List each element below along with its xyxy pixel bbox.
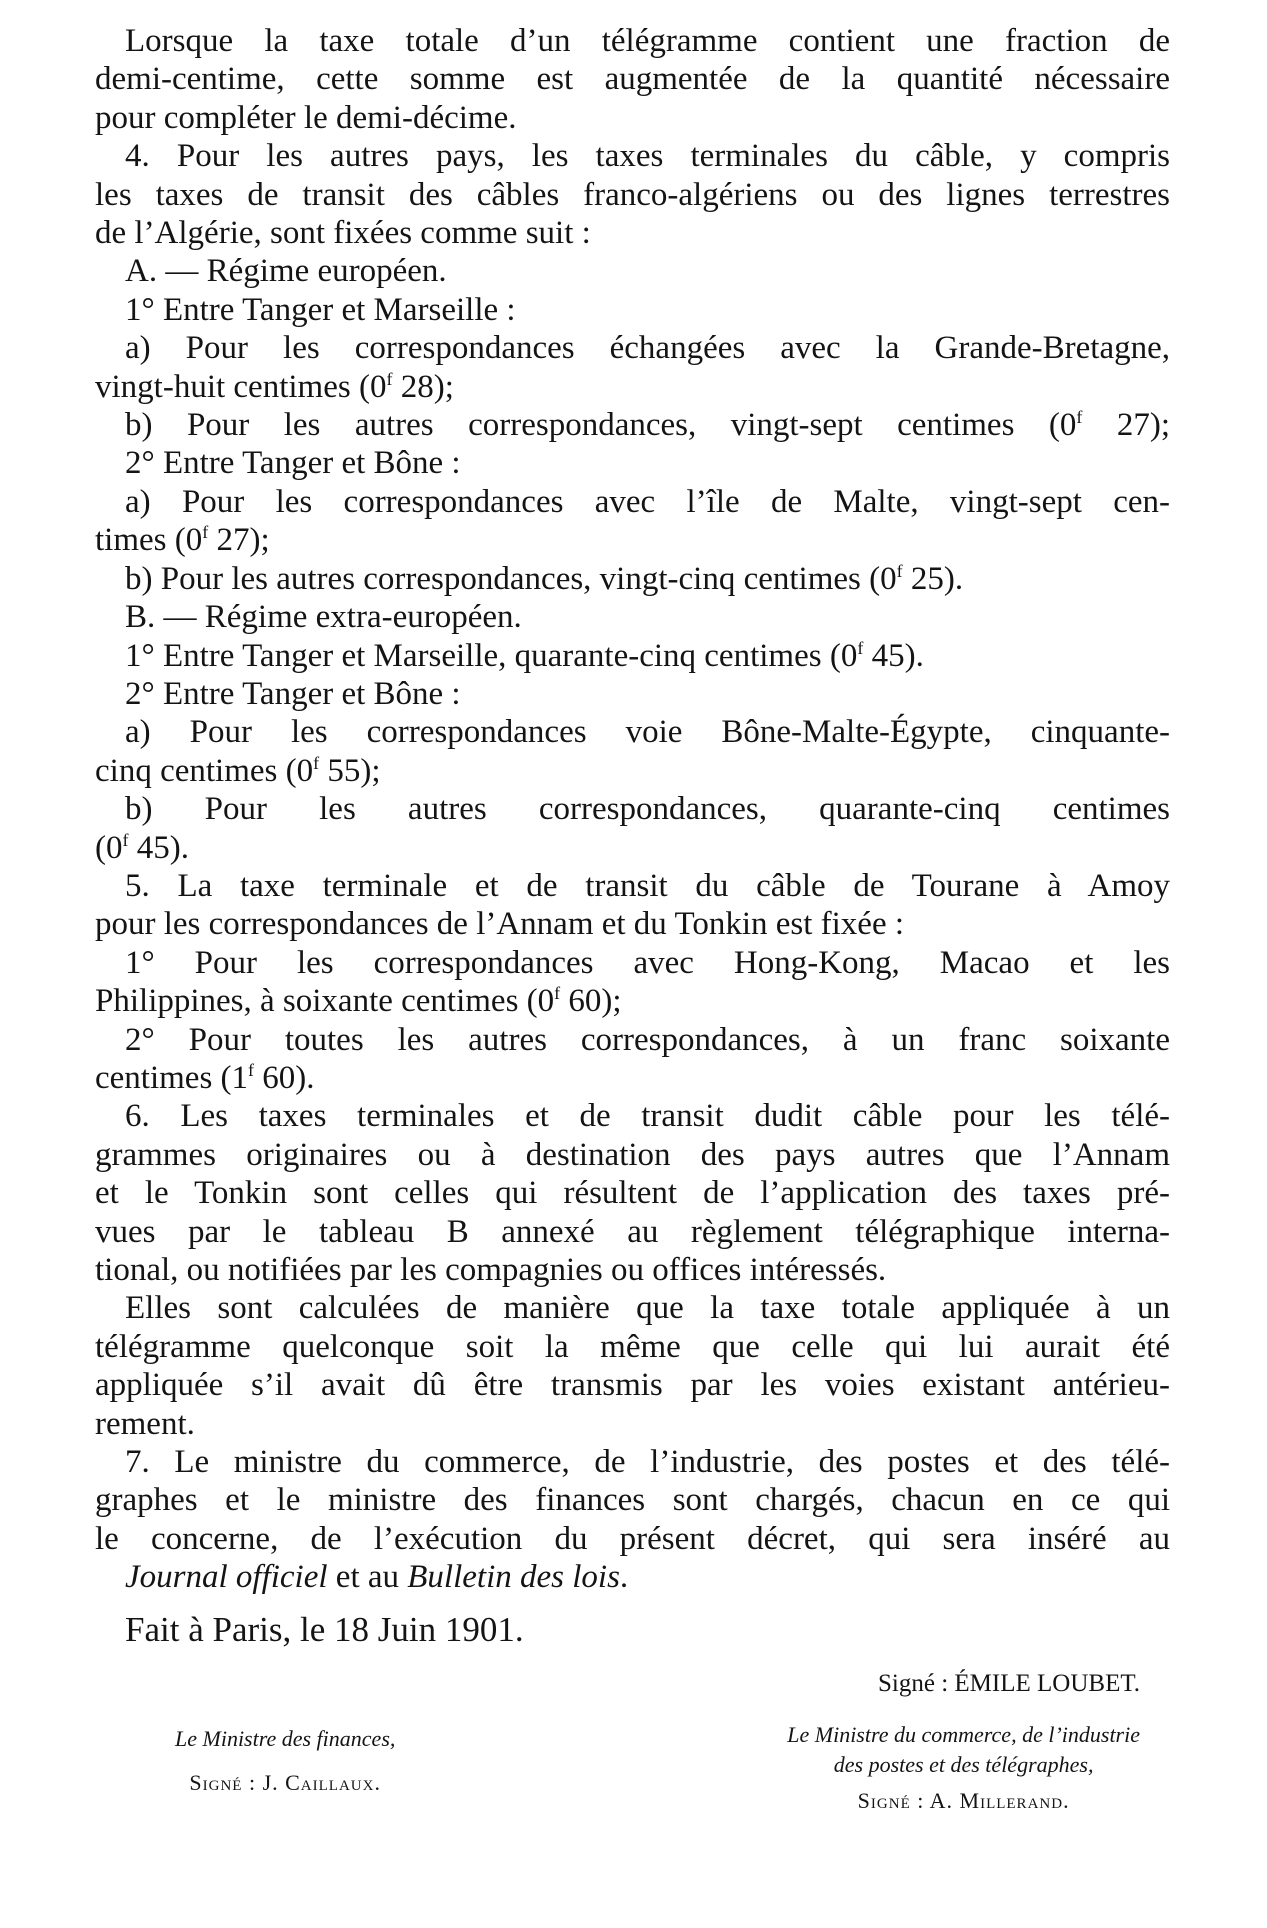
journal-conjunction: et au bbox=[327, 1559, 408, 1596]
text-line: times (0$^f$ 27); bbox=[95, 522, 270, 559]
journal-officiel-ref: Journal officiel bbox=[125, 1559, 328, 1596]
text-line: demi-centime, cette somme est augmentée de la quantité nécessaire bbox=[95, 61, 1170, 98]
commerce-minister-signature bbox=[787, 1720, 1140, 1816]
commerce-minister-title-1: Le Ministre du commerce, de l’industrie bbox=[787, 1722, 1140, 1747]
text-line: télégramme quelconque soit la même que celle qui lui aurait été bbox=[95, 1328, 1170, 1365]
text-line: 2° Entre Tanger et Bône : bbox=[125, 675, 461, 712]
text-line: centimes (1$^f$ 60). bbox=[95, 1059, 315, 1096]
text-line: de l’Algérie, sont fixées comme suit : bbox=[95, 215, 591, 252]
text-line: b) Pour les autres correspondances, quarante-cinq centimes bbox=[125, 791, 1170, 828]
text-line: 4. Pour les autres pays, les taxes terminales du câble, y compris bbox=[125, 138, 1170, 175]
text-line: 2° Entre Tanger et Bône : bbox=[125, 445, 461, 482]
decree-text bbox=[95, 22, 1170, 1558]
finance-minister-title: Le Ministre des finances, bbox=[175, 1726, 396, 1751]
text-line: rement. bbox=[95, 1405, 195, 1442]
fait-a-paris: Fait à Paris, le 18 Juin 1901. bbox=[125, 1609, 524, 1649]
text-line: B. — Régime extra-européen. bbox=[125, 599, 522, 636]
text-line: les taxes de transit des câbles franco-algériens ou des lignes terrestres bbox=[95, 176, 1170, 213]
text-line: 1° Entre Tanger et Marseille, quarante-cinq centimes (0$^f$ 45). bbox=[125, 637, 924, 674]
journal-period: . bbox=[619, 1559, 629, 1596]
text-line: et le Tonkin sont celles qui résultent de l’application des taxes pré- bbox=[95, 1175, 1170, 1212]
text-line: le concerne, de l’exécution du présent décret, qui sera inséré au bbox=[95, 1520, 1170, 1557]
text-line: a) Pour les correspondances voie Bône-Malte-Égypte, cinquante- bbox=[125, 714, 1170, 751]
signature-block bbox=[95, 1670, 1170, 1830]
commerce-minister-name: Signé : A. Millerand. bbox=[857, 1788, 1070, 1813]
text-line: pour les correspondances de l’Annam et du Tonkin est fixée : bbox=[95, 906, 905, 943]
text-line: pour compléter le demi-décime. bbox=[95, 99, 517, 136]
finance-minister-signature bbox=[175, 1720, 395, 1802]
text-line: Elles sont calculées de manière que la taxe totale appliquée à un bbox=[125, 1290, 1170, 1327]
text-line: a) Pour les correspondances échangées avec la Grande-Bretagne, bbox=[125, 330, 1170, 367]
text-line: appliquée s’il avait dû être transmis par les voies existant antérieu- bbox=[95, 1367, 1170, 1404]
text-line: (0$^f$ 45). bbox=[95, 829, 189, 866]
text-line: cinq centimes (0$^f$ 55); bbox=[95, 752, 381, 789]
text-line: 7. Le ministre du commerce, de l’industrie, des postes et des télé- bbox=[125, 1444, 1170, 1481]
text-line: graphes et le ministre des finances sont chargés, chacun en ce qui bbox=[95, 1482, 1170, 1519]
text-line: 5. La taxe terminale et de transit du câble de Tourane à Amoy bbox=[125, 867, 1170, 904]
text-line: 1° Pour les correspondances avec Hong-Kong, Macao et les bbox=[125, 944, 1170, 981]
text-line: vues par le tableau B annexé au règlement télégraphique interna- bbox=[95, 1213, 1170, 1250]
text-line: a) Pour les correspondances avec l’île de Malte, vingt-sept cen- bbox=[125, 483, 1170, 520]
text-line: grammes originaires ou à destination des pays autres que l’Annam bbox=[95, 1136, 1170, 1173]
text-line: 6. Les taxes terminales et de transit dudit câble pour les télé- bbox=[125, 1098, 1170, 1135]
text-line: b) Pour les autres correspondances, vingt-sept centimes (0$^f$ 27); bbox=[125, 407, 1170, 444]
text-line: Philippines, à soixante centimes (0$^f$ 60); bbox=[95, 983, 622, 1020]
text-line: tional, ou notifiées par les compagnies ou offices intéressés. bbox=[95, 1252, 887, 1288]
text-line: 2° Pour toutes les autres correspondances, à un franc soixante bbox=[125, 1021, 1170, 1058]
president-signature: Signé : ÉMILE LOUBET. bbox=[878, 1670, 1140, 1697]
finance-minister-name: Signé : J. Caillaux. bbox=[189, 1770, 381, 1795]
text-line: Lorsque la taxe totale d’un télégramme contient une fraction de bbox=[125, 23, 1170, 59]
commerce-minister-title-2: des postes et des télégraphes, bbox=[833, 1752, 1094, 1777]
text-line: 1° Entre Tanger et Marseille : bbox=[125, 291, 516, 328]
journal-line bbox=[95, 1558, 1170, 1596]
document-page bbox=[95, 22, 1170, 1649]
text-line: vingt-huit centimes (0$^f$ 28); bbox=[95, 368, 454, 405]
bulletin-des-lois-ref: Bulletin des lois bbox=[407, 1559, 620, 1596]
text-line: A. — Régime européen. bbox=[125, 253, 447, 290]
text-line: b) Pour les autres correspondances, vingt-cinq centimes (0$^f$ 25). bbox=[125, 560, 964, 597]
